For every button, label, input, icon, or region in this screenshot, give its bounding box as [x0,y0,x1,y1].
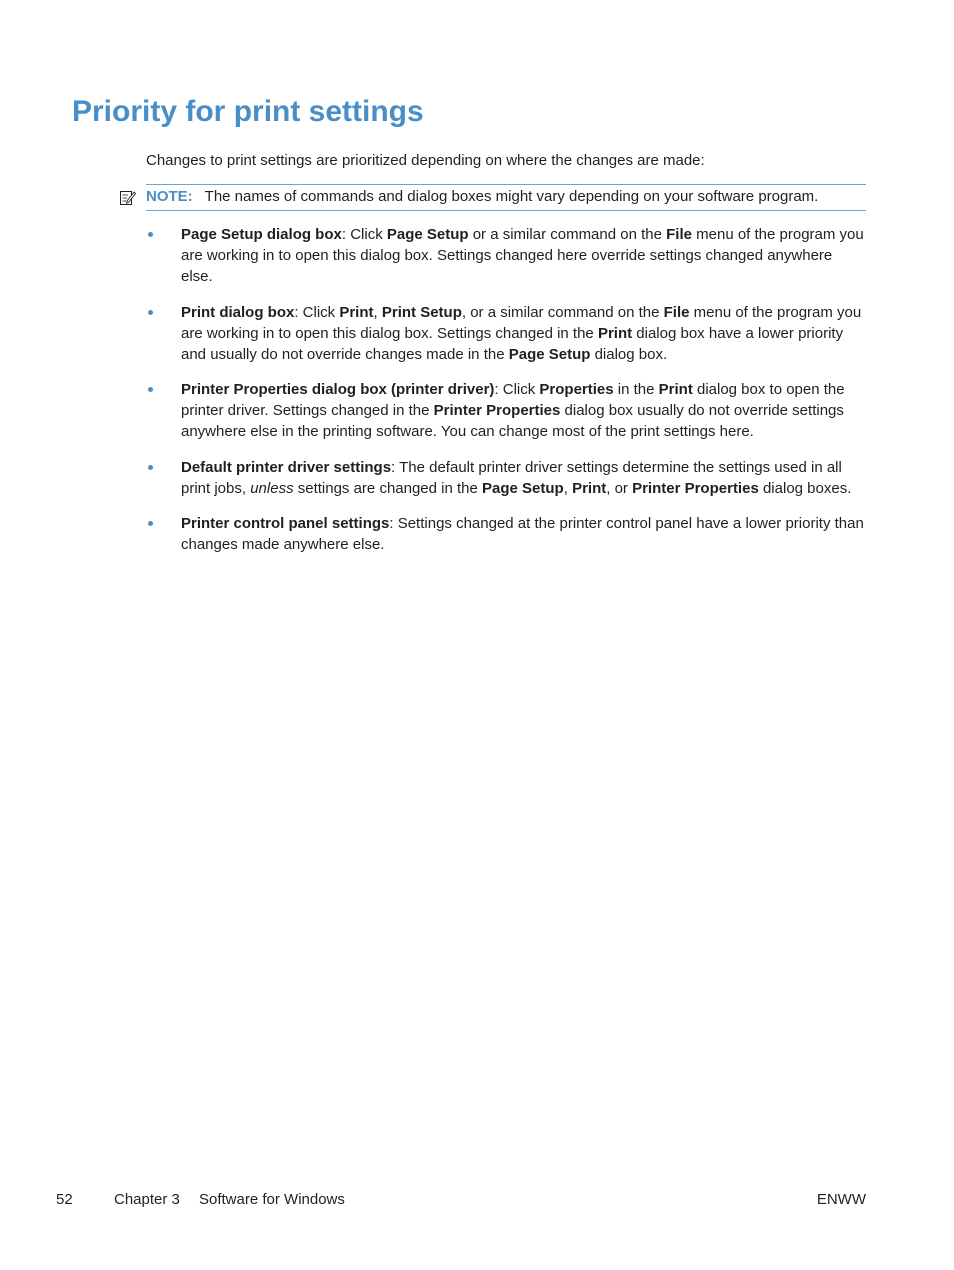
item-bold: Page Setup [482,479,564,497]
footer-chapter: Chapter 3 [114,1191,180,1208]
item-bold: Print [658,381,693,398]
item-text: or a similar command on the [468,226,667,243]
item-text: , [563,479,573,497]
item-text: : Settings changed at the printer control panel have a lower priority than changes made anywhere else. [181,515,864,553]
item-bold: File [663,303,690,321]
footer-page-number: 52 [56,1191,73,1208]
page-title: Priority for print settings [72,95,424,128]
list-item [146,302,866,365]
item-text: in the [613,381,659,398]
item-bold: Print [572,479,607,497]
item-text: dialog box to open the printer driver. Settings changed in the [181,381,845,419]
bullet-icon [148,310,153,315]
note-box [146,184,866,211]
item-term: Default printer driver settings [181,458,392,476]
item-bold: Properties [539,381,614,398]
item-bold: File [666,226,692,243]
item-text: menu of the program you are working in to open this dialog box. Settings changed here override settings changed anywhere else. [181,226,864,285]
item-bold: Print Setup [381,303,462,321]
item-term: Page Setup dialog box [181,226,342,243]
item-text: : Click [294,303,340,321]
list-item [146,379,866,442]
footer-locale: ENWW [816,1191,866,1208]
item-text: : Click [494,381,540,398]
footer-section: Software for Windows [199,1191,345,1208]
item-text: dialog box usually do not override settings anywhere else in the printing software. You can change most of the print settings here. [181,402,844,440]
item-bold: Printer Properties [433,402,561,419]
note-text: The names of commands and dialog boxes might vary depending on your software program. [204,188,819,205]
note-pencil-icon [119,189,136,206]
item-text: dialog boxes. [758,479,852,497]
item-text: , or a similar command on the [461,303,664,321]
item-term: Print dialog box [181,303,295,321]
intro-paragraph: Changes to print settings are prioritized depending on where the changes are made: [146,152,705,169]
item-bold: Page Setup [386,226,469,243]
item-text: , or [606,479,633,497]
item-term: Printer control panel settings [181,515,390,532]
item-text: , [373,303,382,321]
item-bold: Page Setup [508,345,591,363]
item-bold: Printer Properties [632,479,759,497]
item-text: : Click [341,226,387,243]
note-label: NOTE: [146,188,193,205]
item-bold: Print [597,324,633,342]
bullet-icon [148,387,153,392]
bullet-icon [148,465,153,470]
settings-priority-list [146,224,866,570]
item-bold: Print [339,303,374,321]
list-item [146,513,866,555]
item-text: dialog box have a lower priority and usually do not override changes made in the [181,324,844,363]
list-item [146,457,866,499]
item-text: menu of the program you are working in to open this dialog box. Settings changed in the [181,303,862,342]
bullet-icon [148,521,153,526]
item-italic: unless [250,479,294,497]
item-text: dialog box. [590,345,668,363]
list-item [146,224,866,287]
bullet-icon [148,232,153,237]
item-text: settings are changed in the [293,479,483,497]
item-term: Printer Properties dialog box (printer driver) [181,381,495,398]
item-text: : The default printer driver settings determine the settings used in all print jobs, [181,458,842,497]
